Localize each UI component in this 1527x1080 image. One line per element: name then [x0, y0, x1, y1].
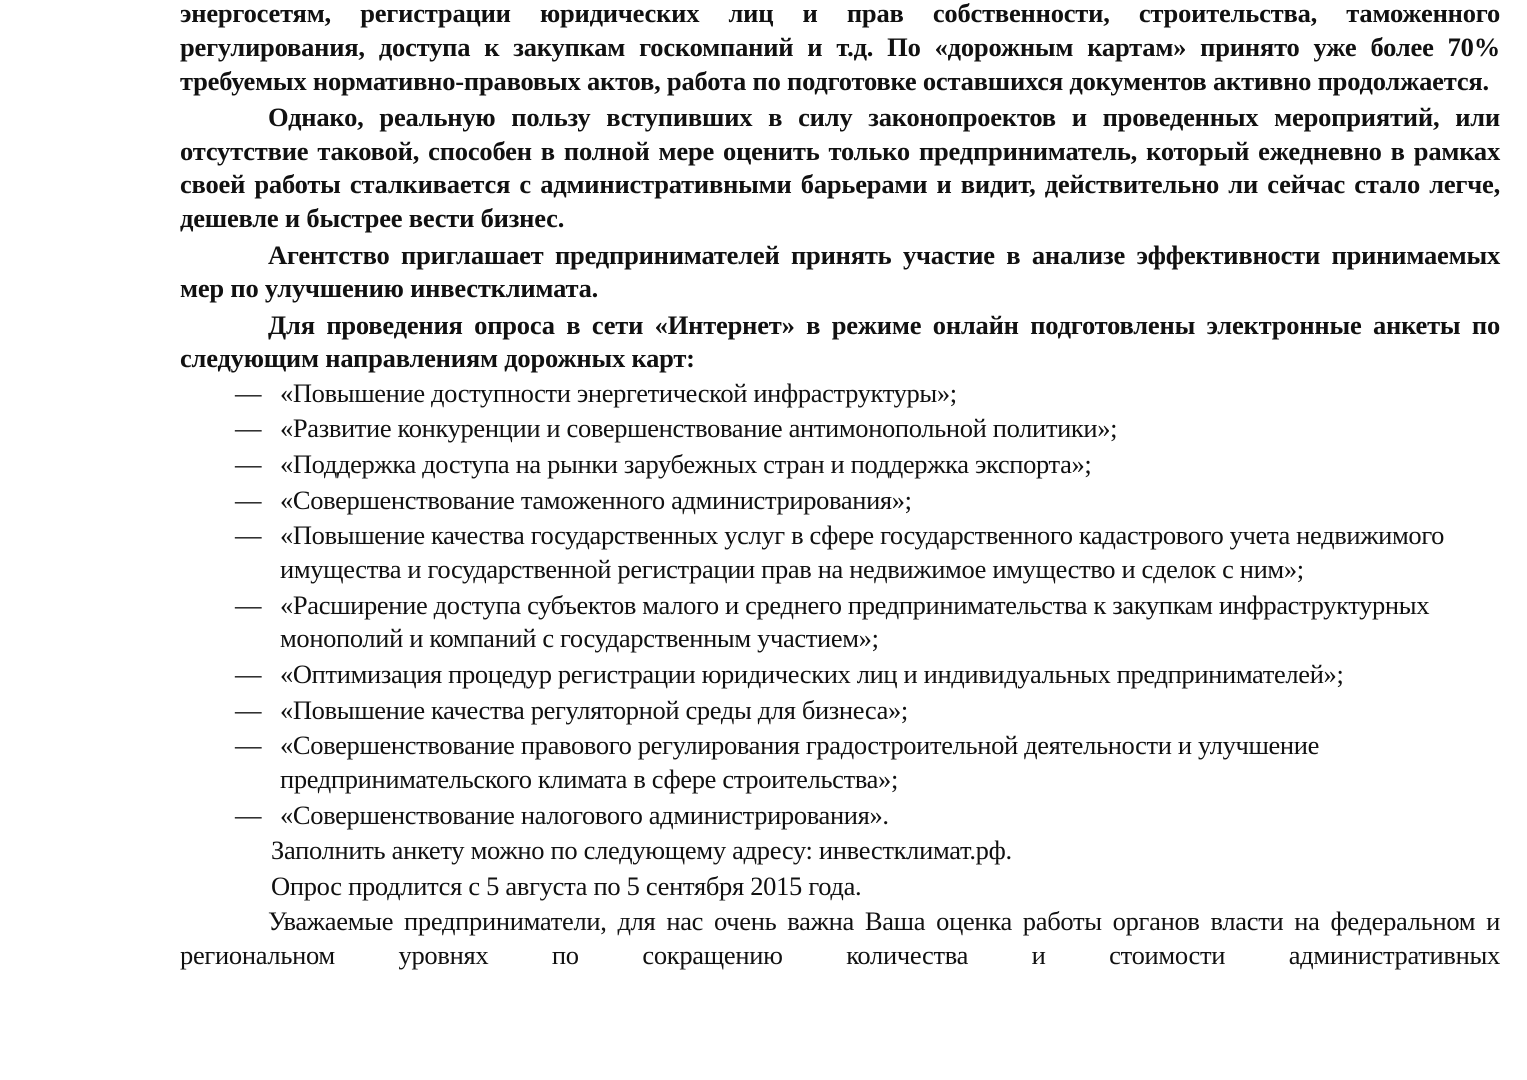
dash-bullet: —: [235, 377, 262, 408]
paragraph-real-benefit: Однако, реальную пользу вступивших в силу законопроектов и проведенных мероприятий, или отсутствие таковой, способен в полной мере оценить только предприниматель, который ежедневно в рамках своей работы сталкивается с административными барьерами и видит, действительно ли сейчас стало легче, дешевле и быстрее вести бизнес.: [180, 101, 1500, 234]
dash-bullet: —: [235, 658, 262, 689]
list-item: [180, 589, 1470, 657]
list-item-text: «Повышение качества регуляторной среды для бизнеса»;: [280, 694, 908, 725]
paragraph-survey-intro: Для проведения опроса в сети «Интернет» в режиме онлайн подготовлены электронные анкеты по следующим направлениям дорожных карт:: [180, 309, 1500, 374]
dash-bullet: —: [235, 730, 262, 761]
survey-dates-line: Опрос продлится с 5 августа по 5 сентября 2015 года.: [271, 870, 862, 901]
list-item: [180, 694, 1470, 728]
list-item: [180, 377, 1470, 411]
survey-address-line: Заполнить анкету можно по следующему адресу: инвестклимат.рф.: [271, 835, 1012, 866]
dash-bullet: —: [235, 520, 262, 551]
paragraph-agency-invitation: Агентство приглашает предпринимателей принять участие в анализе эффективности принимаемых мер по улучшению инвестклимата.: [180, 239, 1500, 304]
dash-bullet: —: [235, 448, 262, 479]
dash-bullet: —: [235, 413, 262, 444]
list-item-text: «Совершенствование налогового администрирования».: [280, 799, 889, 830]
dash-bullet: —: [235, 484, 262, 515]
paragraph-intro-continued: энергосетям, регистрации юридических лиц и прав собственности, строительства, таможенного регулирования, доступа к закупкам госкомпаний и т.д. По «дорожным картам» принято уже более 70% требуемых нормативно-правовых актов, работа по подготовке оставшихся документов активно продолжается.: [180, 0, 1500, 96]
list-item-text: «Оптимизация процедур регистрации юридических лиц и индивидуальных предпринимателей»;: [280, 658, 1344, 689]
list-item: [180, 448, 1470, 482]
dash-bullet: —: [235, 799, 262, 830]
list-item: [180, 729, 1470, 797]
paragraph-final-appeal: Уважаемые предприниматели, для нас очень важна Ваша оценка работы органов власти на федеральном и региональном уровнях по сокращению количества и стоимости административных: [180, 906, 1500, 971]
list-item-text: «Совершенствование таможенного администрирования»;: [280, 484, 912, 515]
dash-bullet: —: [235, 694, 262, 725]
list-item-text: «Расширение доступа субъектов малого и среднего предпринимательства к закупкам инфраструктурных монополий и компаний с государственным участием»;: [280, 589, 1430, 654]
list-item-text: «Совершенствование правового регулирования градостроительной деятельности и улучшение предпринимательского климата в сфере строительства»;: [280, 730, 1319, 794]
list-item-text: «Развитие конкуренции и совершенствование антимонопольной политики»;: [280, 413, 1118, 444]
document-page: [180, 0, 1500, 973]
list-item-text: «Повышение качества государственных услуг в сфере государственного кадастрового учета недвижимого имущества и государственной регистрации прав на недвижимое имущество и сделок с ним»;: [280, 520, 1445, 584]
list-item: [180, 658, 1470, 692]
list-item: [180, 484, 1470, 518]
list-item-text: «Повышение доступности энергетической инфраструктуры»;: [280, 377, 957, 408]
list-item: [180, 412, 1470, 446]
dash-bullet: —: [235, 589, 262, 620]
list-item-text: «Поддержка доступа на рынки зарубежных стран и поддержка экспорта»;: [280, 448, 1092, 479]
list-item: [180, 519, 1470, 587]
list-item: [180, 799, 1470, 833]
roadmap-list: [180, 377, 1500, 833]
